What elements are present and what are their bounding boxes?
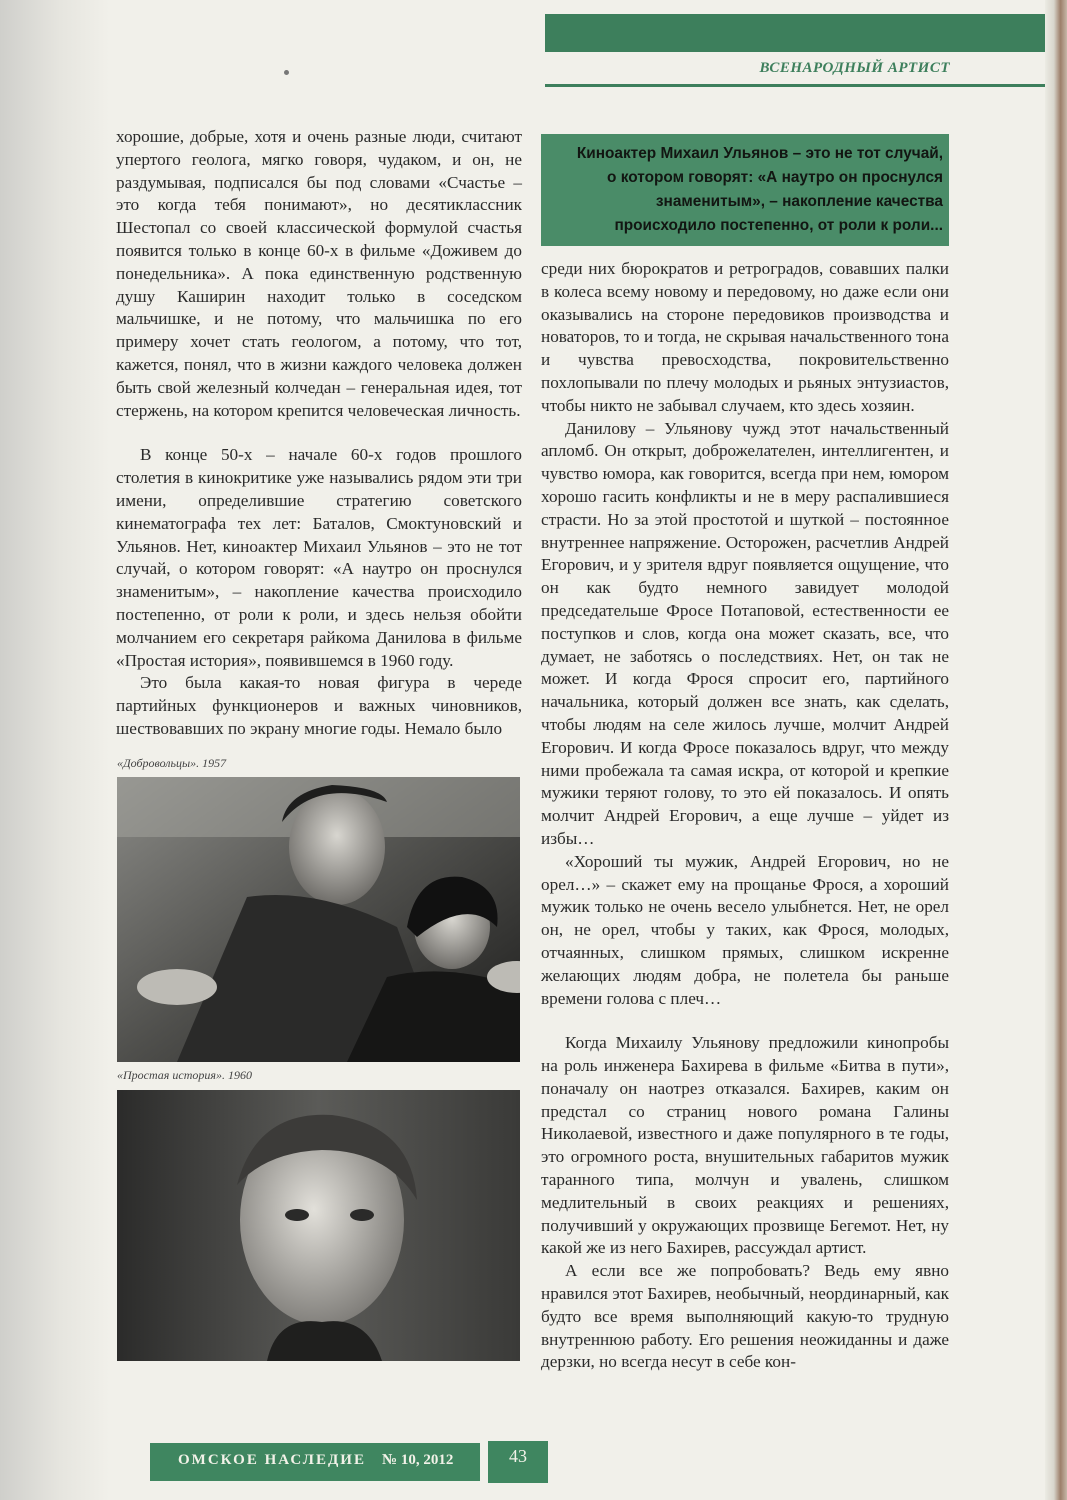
film-still-photo bbox=[117, 777, 520, 1062]
paragraph: хорошие, добрые, хотя и очень разные люди, считают упертого геолога, мягко говоря, чудаком, и он, не раздумывая, подписался бы под словами «Счастье – это когда тебя понимают», но десятиклассник Шестопал со своей классической формулой счастья появится только в конце 60-х в фильме «Доживем до понедельника». А пока единственную родственную душу Каширин находит только в соседском мальчишке, и не потому, что мальчишка по его примеру хочет стать геологом, а потому, что тот, кажется, понял, что в жизни каждого человека должен быть свой железный колчедан – генеральная идея, тот стержень, на котором крепится человеческая личность. bbox=[116, 127, 522, 420]
paragraph: «Хороший ты мужик, Андрей Егорович, но не орел…» – скажет ему на прощанье Фрося, а хороший мужик только не очень весело улыбнется. Нет, не орел он, не орел, чтобы у таких, как Фрося, молодых, отчаянных, слишком прямых, слишком искренне желающих людям добра, не полетела бы раньше времени голова с плеч… bbox=[541, 851, 949, 1008]
page-gutter-shadow bbox=[0, 0, 110, 1500]
paragraph: В конце 50-х – начале 60-х годов прошлого столетия в кинокритике уже назывались рядом эти три имени, определившие стратегию советского кинематографа тех лет: Баталов, Смоктуновский и Ульянов. Нет, киноактер Михаил Ульянов – это не тот случай, о котором говорят: «А наутро он проснулся знаменитым», – накопление качества происходило постепенно, от роли к роли, и здесь нельзя обойти молчанием его секретаря райкома Данилова в фильме «Простая история», появившемся в 1960 году. bbox=[116, 445, 522, 670]
page-edge bbox=[1045, 0, 1067, 1500]
paragraph: Данилову – Ульянову чужд этот начальственный апломб. Он открыт, доброжелателен, интеллигентен, и чувство юмора, как говорится, всегда при нем, юмором хорошо гасить конфликты и не в меру распалившиеся страсти. Но за этой простотой и шуткой – постоянное внутреннее напряжение. Осторожен, расчетлив Андрей Егорович, и у зрителя вдруг появляется ощущение, что он как будто немного завидует молодой председательше Фросе Потаповой, естественности ее поступков и слов, когда она может сказать, все, что думает, не заботясь о последствиях. Нет, он так не может. И когда Фрося спросит его, партийного начальника, который должен все знать, как сделать, чтобы людям на селе жилось лучше, молчит Андрей Егорович. И когда Фросе показалось вдруг, что между ними пробежала та самая искра, от которой и крепкие мужики теряют голову, то это ей показалось. И опять молчит Андрей Егорович, а еще лучше – уйдет из избы… bbox=[541, 418, 949, 848]
print-speck bbox=[284, 70, 289, 75]
left-column bbox=[116, 126, 522, 741]
section-rule bbox=[545, 84, 1045, 87]
pull-quote bbox=[541, 134, 949, 246]
issue-number: № 10, 2012 bbox=[382, 1452, 454, 1468]
film-still-image bbox=[117, 777, 520, 1062]
paragraph: Когда Михаилу Ульянову предложили кинопробы на роль инженера Бахирева в фильме «Битва в пути», поначалу он наотрез отказался. Бахирев, каким он предстал со страниц нового романа Галины Николаевой, известного и даже популярного в те годы, это огромного роста, внушительных габаритов мужик таранного типа, молчун и увалень, слишком медлительный в своих реакциях и решениях, получивший у окружающих прозвище Бегемот. Нет, ну какой же из него Бахирев, рассуждал артист. bbox=[541, 1033, 949, 1258]
header-band bbox=[545, 14, 1045, 52]
right-column bbox=[541, 258, 949, 1374]
photo-caption: «Добровольцы». 1957 bbox=[117, 756, 227, 770]
pull-quote-line: происходило постепенно, от роли к роли... bbox=[614, 217, 943, 234]
pull-quote-line: знаменитым», – накопление качества bbox=[655, 193, 943, 210]
photo-caption: «Простая история». 1960 bbox=[117, 1068, 252, 1082]
pull-quote-line: о котором говорят: «А наутро он проснулся bbox=[607, 169, 943, 186]
pull-quote-line: Киноактер Михаил Ульянов – это не тот случай, bbox=[576, 145, 943, 162]
paragraph: Это была какая-то новая фигура в череде партийных функционеров и важных чиновников, шествовавших по экрану многие годы. Немало было bbox=[116, 673, 522, 738]
section-title: ВСЕНАРОДНЫЙ АРТИСТ bbox=[759, 60, 950, 76]
paragraph: А если все же попробовать? Ведь ему явно нравился этот Бахирев, необычный, неординарный, как будто все время выполняющий какую-то трудную внутреннюю работу. Его решения неожиданны и даже дерзки, но всегда несут в себе кон- bbox=[541, 1261, 949, 1372]
film-still-image bbox=[117, 1090, 520, 1361]
page-number: 43 bbox=[509, 1446, 527, 1466]
magazine-name: ОМСКОЕ НАСЛЕДИЕ bbox=[178, 1452, 366, 1468]
film-still-photo bbox=[117, 1090, 520, 1361]
paragraph: среди них бюрократов и ретроградов, совавших палки в колеса всему новому и передовому, но даже если они оказывались на стороне передовиков производства и новаторов, то и тогда, не скрывая начальственного тона и чувства превосходства, покровительственно похлопывали по плечу молодых и рьяных энтузиастов, чтобы никто не забывал случаем, кто здесь хозяин. bbox=[541, 259, 949, 415]
